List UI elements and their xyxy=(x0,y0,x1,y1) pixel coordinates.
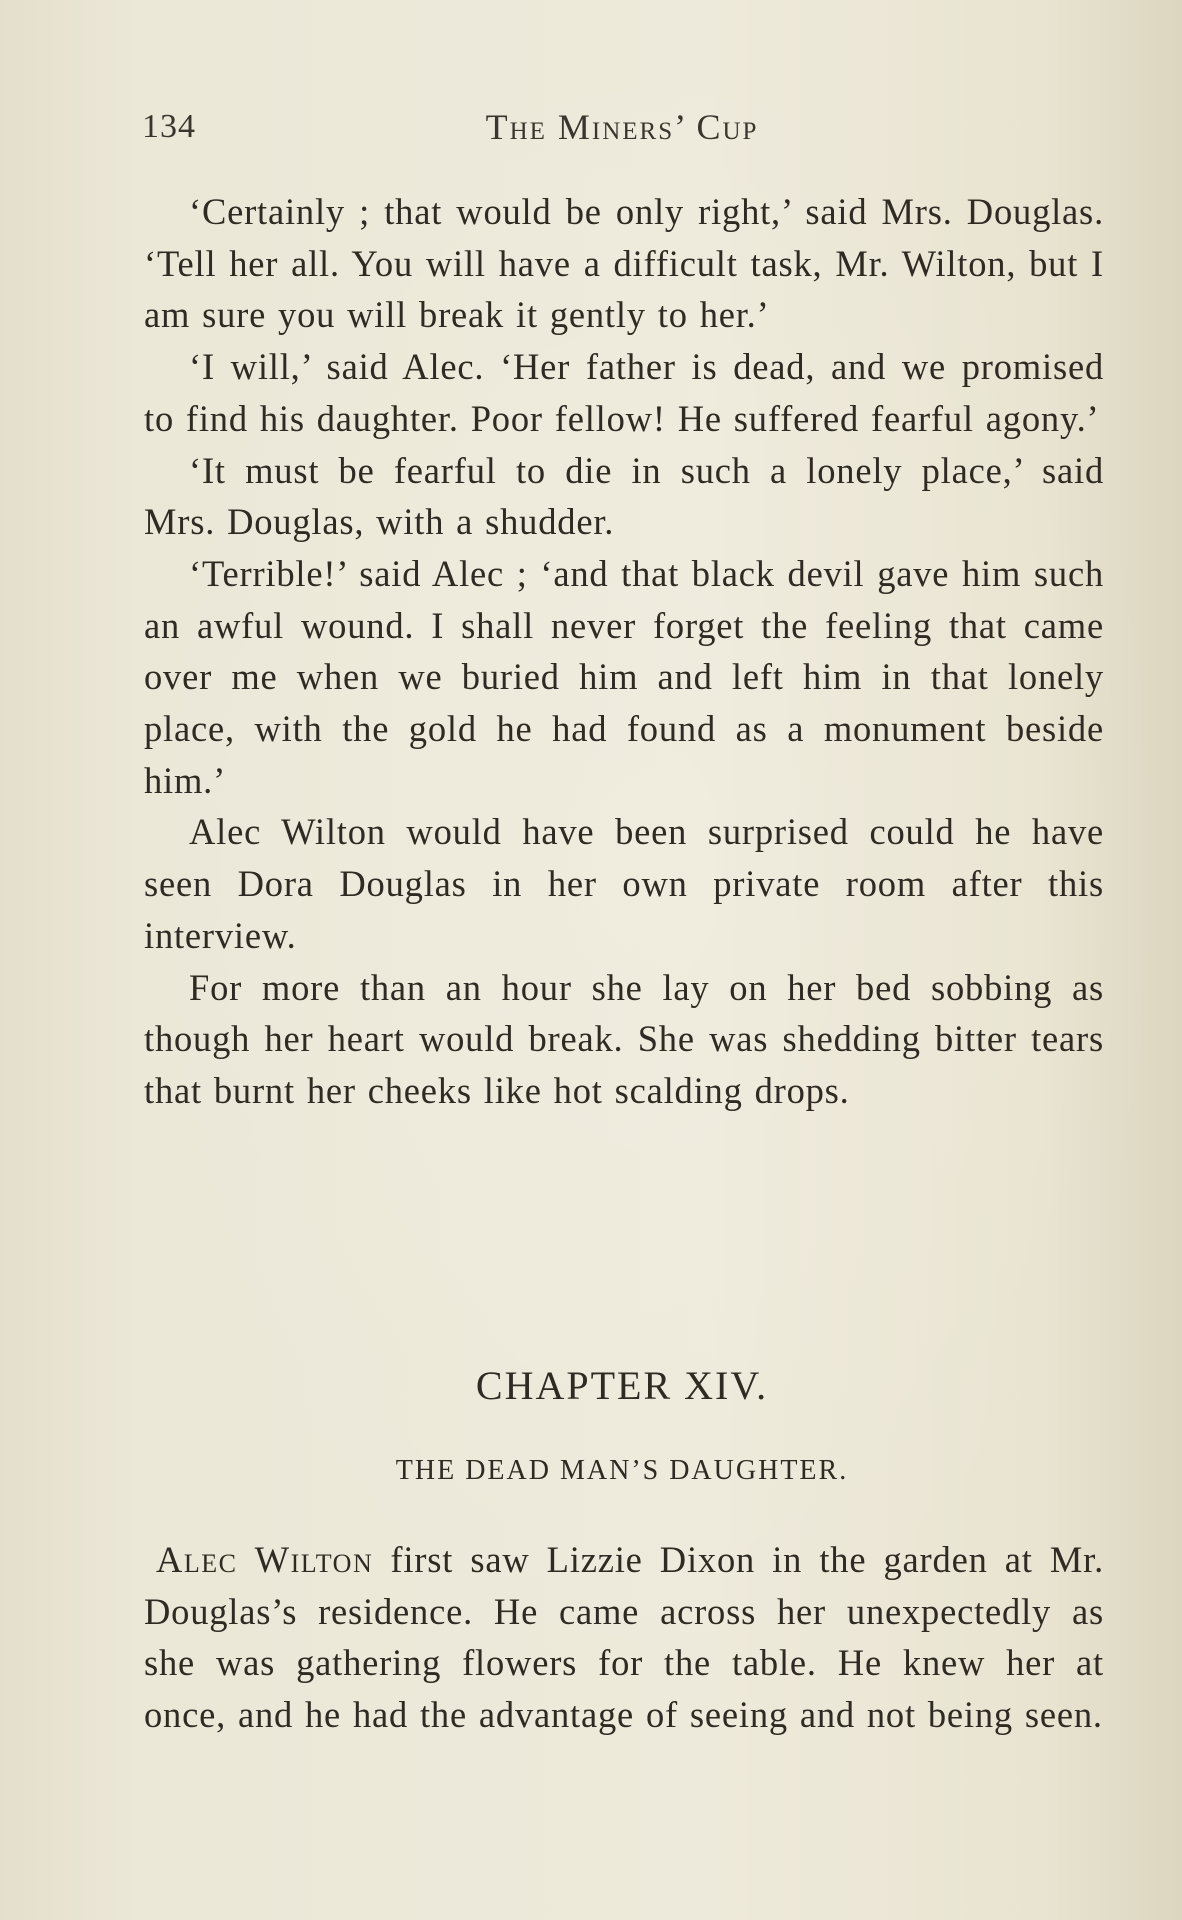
paragraph: ‘Certainly ; that would be only right,’ said Mrs. Douglas. ‘Tell her all. You will have a difficult task, Mr. Wilton, but I am sure you will break it gently to her.’ xyxy=(144,191,1104,336)
paragraph: For more than an hour she lay on her bed sobbing as though her heart would break. She was shedding bitter tears that burnt her cheeks like hot scalding drops. xyxy=(144,966,1104,1111)
page-header xyxy=(142,100,1102,160)
page-number: 134 xyxy=(142,108,196,145)
paragraph: ‘It must be fearful to die in such a lonely place,’ said Mrs. Douglas, with a shudder. xyxy=(144,449,1104,543)
paragraph: ‘I will,’ said Alec. ‘Her father is dead, and we promised to find his daughter. Poor fellow! He suffered fearful agony.’ xyxy=(144,346,1104,439)
paragraph: ‘Terrible!’ said Alec ; ‘and that black devil gave him such an awful wound. I shall never forget the feeling that came over me when we buried him and left him in that lonely place, with the gold he had found as a monument beside him.’ xyxy=(144,552,1104,801)
opening-small-caps: Alec Wilton xyxy=(156,1539,374,1580)
chapter-heading: CHAPTER XIV. xyxy=(475,1363,769,1408)
chapter-title: THE DEAD MAN’S DAUGHTER. xyxy=(395,1455,849,1486)
paragraph: Alec Wilton would have been surprised could he have seen Dora Douglas in her own private room after this interview. xyxy=(144,811,1104,956)
chapter-xiv-opening-text xyxy=(144,1534,1104,1741)
chapter-xiii-ending-text xyxy=(144,186,1104,1117)
running-title: The Miners’ Cup xyxy=(485,107,759,147)
opening-paragraph xyxy=(144,1534,1104,1741)
opening-paragraph-text: first saw Lizzie Dixon in the garden at Mr. Douglas’s residence. He came across her unexpectedly as she was gathering flowers for the table. He knew her at once, and he had the advantage of seeing and not being seen. xyxy=(144,1539,1104,1736)
